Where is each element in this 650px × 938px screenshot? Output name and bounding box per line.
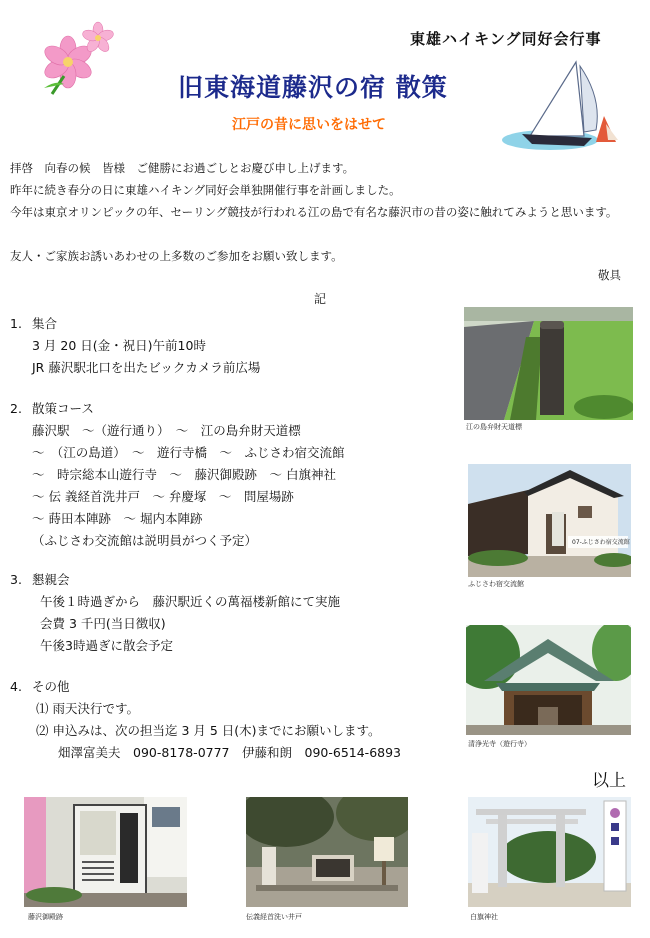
course-line: ～ 時宗総本山遊行寺 ～ 藤沢御殿跡 ～ 白旗神社	[32, 467, 336, 482]
section-meeting	[10, 313, 260, 379]
section-other	[10, 676, 401, 764]
intro-invite: 友人・ご家族お誘いあわせの上多数のご参加をお願い致します。	[10, 249, 343, 263]
party-line: 午後１時過ぎから 藤沢駅近くの萬福楼新館にて実施	[40, 594, 341, 609]
section-title: 懇親会	[32, 572, 70, 587]
course-line: ～ 蒔田本陣跡 ～ 堀内本陣跡	[32, 511, 203, 526]
photo-palace-site	[24, 797, 187, 907]
section-course	[10, 398, 345, 552]
page-title: 旧東海道藤沢の宿 散策	[178, 73, 448, 102]
photo-well	[246, 797, 408, 907]
sailboat-icon	[500, 58, 625, 158]
intro-olympic: 今年は東京オリンピックの年、セーリング競技が行われる江の島で有名な藤沢市の昔の姿に触れてみようと思います。	[10, 205, 618, 219]
photo-caption: 清浄光寺（遊行寺）	[468, 740, 531, 748]
section-party	[10, 569, 340, 657]
organizer-label: 東雄ハイキング同好会行事	[410, 30, 602, 48]
page-subtitle: 江戸の昔に思いをはせて	[232, 117, 386, 133]
course-line: 藤沢駅 ～（遊行通り） ～ 江の島弁財天道標	[32, 423, 301, 438]
section-number: 2.	[10, 401, 22, 416]
photo-signpost	[464, 307, 633, 420]
section-title: 散策コース	[32, 401, 94, 416]
other-rain: ⑴ 雨天決行です。	[36, 701, 139, 716]
photo-shirahata	[468, 797, 631, 907]
photo-caption: 白旗神社	[470, 913, 498, 921]
photo-exchange-hall	[468, 464, 631, 577]
closing-keigu: 敬具	[598, 268, 621, 282]
meeting-date: 3 月 20 日(金・祝日)午前10時	[32, 338, 206, 353]
hall-sign: 07-ふじさわ宿交流館	[572, 539, 630, 546]
photo-caption: 伝義経首洗い井戸	[246, 913, 302, 921]
section-number: 4.	[10, 679, 22, 694]
other-apply: ⑵ 申込みは、次の担当迄 3 月 5 日(木)までにお願いします。	[36, 723, 381, 738]
photo-caption: ふじさわ宿交流館	[468, 580, 524, 588]
contact-line: 畑澤富美夫 090-8178-0777 伊藤和朗 090-6514-6893	[58, 745, 402, 760]
section-number: 1.	[10, 316, 22, 331]
section-title: その他	[32, 679, 70, 694]
section-title: 集合	[32, 316, 58, 331]
photo-yugyoji	[466, 625, 631, 735]
meeting-place: JR 藤沢駅北口を出たビックカメラ前広場	[32, 360, 261, 375]
photo-caption: 江の島弁財天道標	[466, 423, 522, 431]
intro-greeting: 拝啓 向春の候 皆様 ご健勝にお過ごしとお慶び申し上げます。	[10, 161, 355, 175]
ijo-label: 以上	[592, 771, 626, 791]
intro-plan: 昨年に続き春分の日に東雄ハイキング同好会単独開催行事を計画しました。	[10, 183, 401, 197]
course-line: ～ 伝 義経首洗井戸 ～ 弁慶塚 ～ 問屋場跡	[32, 489, 294, 504]
party-fee: 会費 3 千円(当日徴収)	[40, 616, 166, 631]
section-number: 3.	[10, 572, 22, 587]
course-line: ～ （江の島道） ～ 遊行寺橋 ～ ふじさわ宿交流館	[32, 445, 345, 460]
party-end: 午後3時過ぎに散会予定	[40, 638, 173, 653]
course-note: （ふじさわ交流館は説明員がつく予定）	[32, 533, 258, 548]
flower-icon	[34, 18, 134, 98]
ki-heading: 記	[314, 292, 327, 306]
photo-caption: 藤沢御殿跡	[28, 913, 63, 921]
